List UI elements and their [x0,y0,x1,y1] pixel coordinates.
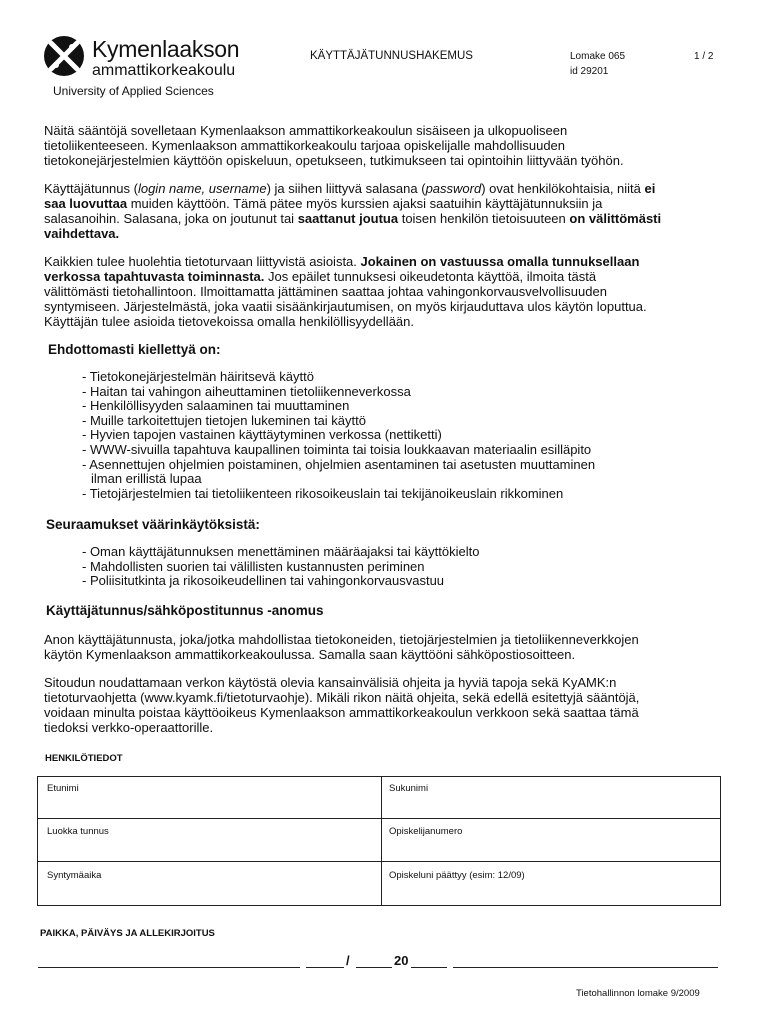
place-line[interactable] [38,967,300,968]
day-line[interactable] [306,967,344,968]
forbidden-heading: Ehdottomasti kiellettyä on: [48,342,221,357]
class-code-field[interactable]: Luokka tunnus [47,826,109,837]
signature-heading: PAIKKA, PÄIVÄYS JA ALLEKIRJOITUS [40,928,215,939]
month-line[interactable] [356,967,392,968]
text-segment: Kaikkien tulee huolehtia tietoturvaan liittyvistä asioista. [44,254,361,269]
table-divider [38,818,720,819]
text-line: Näitä sääntöjä sovelletaan Kymenlaakson ammattikorkeakoulun sisäiseen ja ulkopuoliseen [44,123,568,138]
text-bold: Jokainen on vastuussa omalla tunnuksellaan [360,254,640,269]
text-line: voidaan minulta poistaa käyttöoikeus Kymenlaakson ammattikorkeakoulun verkkoon sekä saattaa tämä [44,705,639,720]
personal-info-heading: HENKILÖTIEDOT [45,753,123,764]
page-number: 1 / 2 [694,51,714,62]
study-end-field[interactable]: Opiskeluni päättyy (esim: 12/09) [389,870,525,881]
list-item: - Oman käyttäjätunnuksen menettäminen määräajaksi tai käyttökielto [82,544,480,559]
text-bold: ei [644,181,656,196]
text-segment: salasanoihin. Salasana, joka on joutunut tai [44,211,298,226]
text-line: tietoliikenteeseen. Kymenlaakson ammattikorkeakoulu tarjoaa opiskelijalle mahdollisuuden [44,138,566,153]
text-line: syntymiseen. Järjestelmästä, joka vaatii sisäänkirjautumisen, on myös kirjauduttava ulos käytön loputtua. [44,299,647,314]
year-prefix: 20 [394,953,409,968]
forbidden-list [82,370,595,501]
table-divider [381,777,382,905]
commitment-paragraph [44,675,734,735]
responsibility-paragraph [44,254,734,329]
text-line: Sitoudun noudattamaan verkon käytöstä olevia kansainvälisiä ohjeita ja hyviä tapoja sekä KyAMK:n [44,675,617,690]
student-number-field[interactable]: Opiskelijanumero [389,826,463,837]
text-line: tietokonejärjestelmien käyttöön opiskeluun, opetukseen, tutkimukseen tai opintoihin liittyvään työhön. [44,153,624,168]
year-line[interactable] [411,967,447,968]
list-item: - Asennettujen ohjelmien poistaminen, ohjelmien asentaminen tai asetusten muuttaminen [82,456,596,472]
text-line: tiedoksi verkko-operaattorille. [44,720,214,735]
text-bold: saa luovuttaa [44,196,128,211]
list-item: - Tietokonejärjestelmän häiritsevä käyttö [82,369,314,384]
intro-paragraph [44,123,734,168]
text-segment: toisen henkilön tietoisuuteen [398,211,570,226]
footer-text: Tietohallinnon lomake 9/2009 [576,988,700,999]
form-number: Lomake 065 [570,51,626,62]
text-emphasis: password [425,181,482,196]
text-line: Anon käyttäjätunnusta, joka/jotka mahdollistaa tietokoneiden, tietojärjestelmien ja tietoliikenneverkkojen [44,632,639,647]
list-item: - Tietojärjestelmien tai tietoliikenteen rikosoikeuslain tai tekijänoikeuslain rikkominen [82,485,564,501]
last-name-field[interactable]: Sukunimi [389,783,429,794]
text-line [44,269,734,284]
logo-name: Kymenlaakson [92,36,240,62]
logo-subname: ammattikorkeakoulu [92,62,236,79]
logo-tagline: University of Applied Sciences [53,84,214,98]
text-line [44,196,734,211]
text-bold: verkossa tapahtuvasta toiminnasta. [44,269,265,284]
text-line [44,254,734,269]
consequences-list [82,545,479,589]
date-separator: / [346,953,350,968]
text-line: käytön Kymenlaakson ammattikorkeakoulussa. Samalla saan käyttööni sähköpostiosoitteen. [44,647,576,662]
text-emphasis: login name, username [137,181,267,196]
consequences-heading: Seuraamukset väärinkäytöksistä: [46,517,260,532]
personal-info-table [37,776,721,906]
text-line [44,226,734,241]
table-divider [38,861,720,862]
first-name-field[interactable]: Etunimi [47,783,79,794]
list-item-continuation: ilman erillistä lupaa [91,471,202,487]
text-segment: muiden käyttöön. Tämä pätee myös kurssien ajaksi saatuihin käyttäjätunnuksiin ja [127,196,603,211]
birth-date-field[interactable]: Syntymäaika [47,870,102,881]
text-bold: saattanut joutua [297,211,399,226]
list-item: - Haitan tai vahingon aiheuttaminen tietoliikenneverkossa [82,383,411,399]
list-item: - Muille tarkoitettujen tietojen lukeminen tai käyttö [82,412,366,428]
application-heading: Käyttäjätunnus/sähköpostitunnus -anomus [46,603,324,618]
application-paragraph [44,632,734,662]
text-segment: ) ovat henkilökohtaisia, niitä [481,181,645,196]
signature-line[interactable] [453,967,718,968]
text-segment: Jos epäilet tunnuksesi oikeudetonta käyttöä, ilmoita tästä [264,269,597,284]
form-id: id 29201 [570,66,609,77]
document-title: KÄYTTÄJÄTUNNUSHAKEMUS [310,50,473,62]
text-segment: ) ja siihen liittyvä salasana ( [266,181,426,196]
list-item: - Henkilöllisyyden salaaminen tai muuttaminen [82,398,350,414]
text-segment: Käyttäjätunnus ( [44,181,138,196]
credentials-paragraph [44,181,734,241]
list-item: - Mahdollisten suorien tai välillisten kustannusten periminen [82,558,425,574]
text-line [44,181,734,196]
text-line: välittömästi tietohallintoon. Ilmoittamatta jättäminen saattaa johtaa vahingonkorvausvelvollisuuden [44,284,607,299]
logo-mark-icon [42,34,86,78]
text-bold: on välittömästi [569,211,662,226]
text-line: tietoturvaohjetta (www.kyamk.fi/tietoturvaohje). Mikäli rikon näitä ohjeita, sekä edellä esitettyjä sääntöjä, [44,690,640,705]
list-item: - Hyvien tapojen vastainen käyttäytyminen verkossa (nettiketti) [82,427,442,443]
text-line [44,211,734,226]
text-line: Käyttäjän tulee asioida tietovekoissa omalla henkilöllisyydellään. [44,314,414,329]
list-item: - WWW-sivuilla tapahtuva kaupallinen toiminta tai toisia loukkaavan materiaalin esilläpito [82,441,592,457]
text-bold: vaihdettava. [44,226,120,241]
list-item: - Poliisitutkinta ja rikosoikeudellinen tai vahingonkorvausvastuu [82,573,445,589]
